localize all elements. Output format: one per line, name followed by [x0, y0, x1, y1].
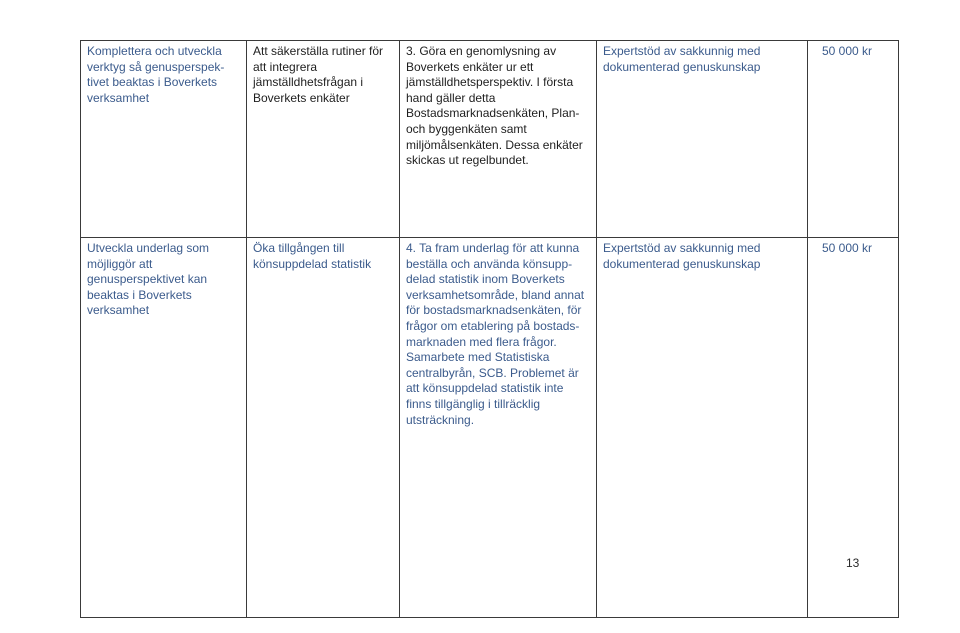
resource-text: Expertstöd av sakkunnig med dokumenterad genuskunskap: [603, 44, 761, 74]
target-cell: [247, 238, 400, 618]
activity-text: 3. Göra en genomlysning av Boverkets enkäter ur ett jämställdhetsperspektiv. I första hand gäller detta Bostadsmarknadsenkäten, Plan- och byggenkäten samt miljömålsenkäten. Dessa enkäter skickas ut regelbundet.: [406, 44, 583, 168]
cost-cell: [808, 41, 899, 238]
table-row: [81, 41, 899, 238]
activity-text: 4. Ta fram underlag för att kunna beställa och använda könsupp- delad statistik inom Boverkets verksamhetsområde, bland annat för bostadsmarknadsenkäten, för frågor om etablering på bostads- marknaden med flera frågor. Samarbete med Statistiska centralbyrån, SCB. Problemet är att könsuppdelad statistik inte finns tillgänglig i tillräcklig utsträckning.: [406, 241, 585, 427]
cost-text: 50 000 kr: [822, 44, 873, 58]
activity-cell: [400, 41, 597, 238]
target-text: Att säkerställa rutiner för att integrera jämställdhetsfrågan i Boverkets enkäter: [253, 44, 384, 105]
resource-cell: [597, 238, 808, 618]
target-text: Öka tillgången till könsuppdelad statistik: [253, 241, 372, 271]
goal-text: Utveckla underlag som möjliggör att genusperspektivet kan beaktas i Boverkets verksamhet: [87, 241, 210, 318]
goal-cell: [81, 41, 247, 238]
resource-text: Expertstöd av sakkunnig med dokumenterad genuskunskap: [603, 241, 761, 271]
resource-cell: [597, 41, 808, 238]
goal-cell: [81, 238, 247, 618]
page-number: 13: [846, 556, 860, 570]
cost-text: 50 000 kr: [822, 241, 873, 255]
table-row: [81, 238, 899, 618]
activity-cell: [400, 238, 597, 618]
action-plan-table: [80, 40, 899, 618]
goal-text: Komplettera och utveckla verktyg så genusperspek- tivet beaktas i Boverkets verksamhet: [87, 44, 225, 105]
target-cell: [247, 41, 400, 238]
